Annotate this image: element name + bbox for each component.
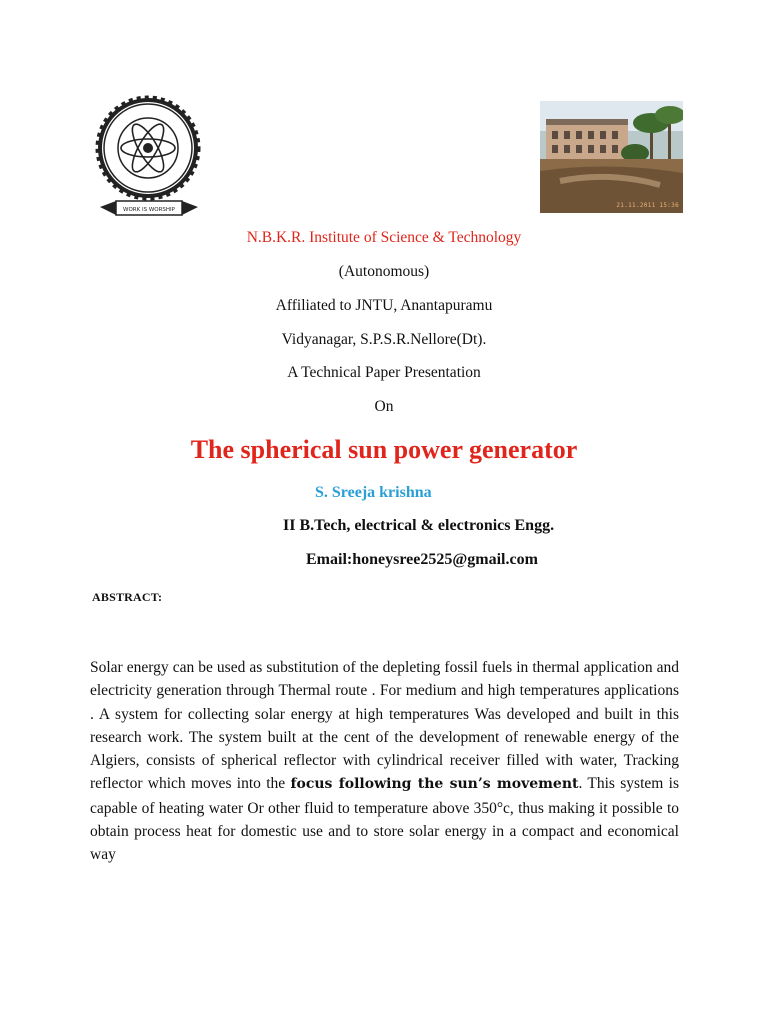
abstract-text-start: Solar energy can be used as substitution of the depleting fossil fuels in thermal application and electricity generation through Thermal route . For medium and high temperatures applications . A system for collecting solar energy at high temperatures Was developed and built in this research work. The system built at the cent of the development of renewable energy of the Algiers, consists of spherical reflector with cylindrical receiver filled with water, Tracking reflector which moves into the [90,659,679,793]
institute-name: N.B.K.R. Institute of Science & Technology [246,229,522,246]
author-name: S. Sreeja krishna [315,484,432,501]
address: Vidyanagar, S.P.S.R.Nellore(Dt). [281,331,487,348]
abstract-text-emphasis: focus following the sun’s movement [290,776,579,793]
paper-title: The spherical sun power generator [190,435,578,464]
autonomous-status: (Autonomous) [338,263,430,280]
email-address: Email:honeysree2525@gmail.com [306,551,538,568]
campus-building-photo [540,101,683,213]
college-seal-icon [92,95,206,223]
on-label: On [374,398,394,415]
photo-timestamp: 21.11.2011 15:36 [616,202,679,209]
abstract-body [90,656,679,867]
affiliation: Affiliated to JNTU, Anantapuramu [275,297,493,314]
svg-text:WORK IS WORSHIP: WORK IS WORSHIP [123,207,175,213]
abstract-text-end: . This system is capable of heating water Or other fluid to temperature above 350°c, thus making it possible to obtain process heat for domestic use and to store solar energy in a compact and economical way [90,775,679,864]
abstract-heading: ABSTRACT: [92,590,163,604]
department: II B.Tech, electrical & electronics Engg. [283,517,555,534]
event-title: A Technical Paper Presentation [287,364,481,381]
